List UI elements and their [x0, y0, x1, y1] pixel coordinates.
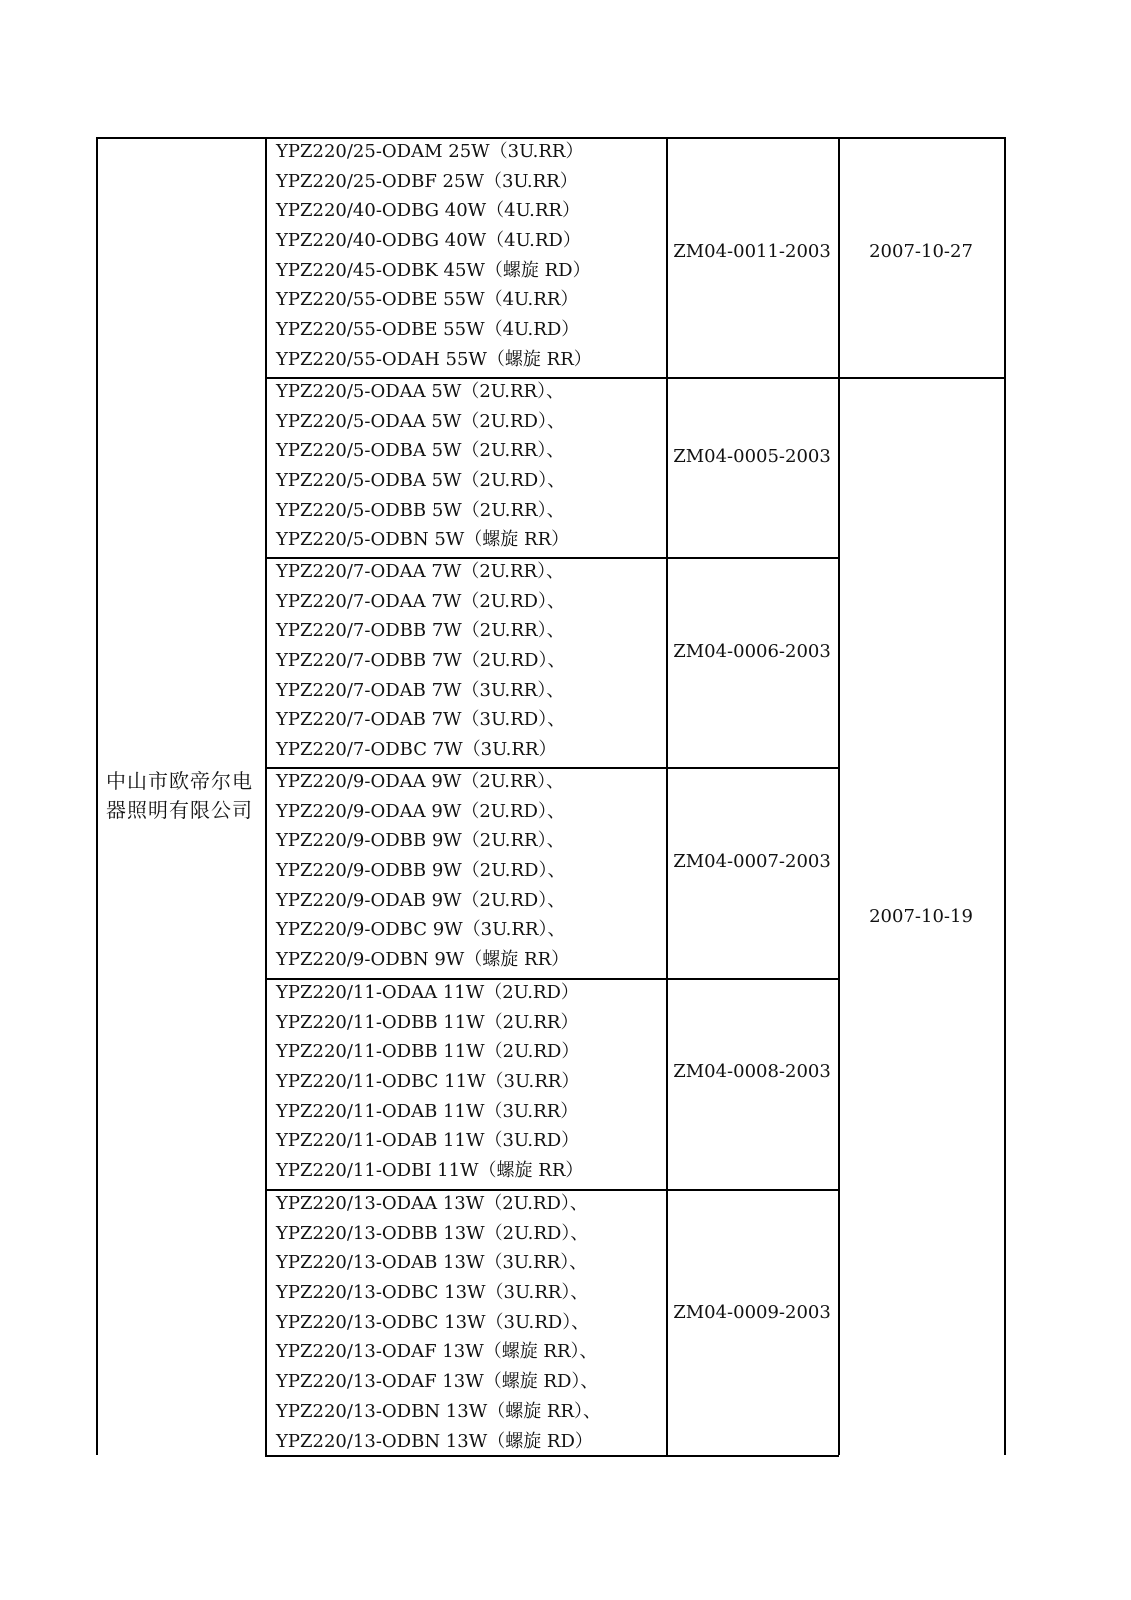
model-item: YPZ220/7-ODAA 7W（2U.RR）、: [276, 561, 565, 582]
model-list-group-1: [276, 137, 666, 375]
cert-number-group-2: ZM04-0005-2003: [673, 446, 831, 467]
model-item: YPZ220/11-ODBB 11W（2U.RD）: [276, 1041, 580, 1063]
model-item: YPZ220/5-ODBA 5W（2U.RR）、: [276, 440, 565, 462]
model-item: YPZ220/9-ODAA 9W（2U.RR）、: [276, 771, 565, 792]
issue-date-2: 2007-10-19: [869, 906, 973, 927]
table-divider-cert: [838, 137, 840, 1455]
model-item: YPZ220/5-ODBA 5W（2U.RD）、: [276, 470, 566, 492]
model-item: YPZ220/9-ODBB 9W（2U.RD）、: [276, 860, 566, 882]
model-list-group-6: [276, 1189, 666, 1456]
model-item: YPZ220/11-ODBI 11W（螺旋 RR）: [276, 1160, 584, 1182]
model-item: YPZ220/11-ODBB 11W（2U.RR）: [276, 1011, 579, 1033]
cert-number-group-3: ZM04-0006-2003: [673, 641, 831, 662]
model-item: YPZ220/9-ODAA 9W（2U.RD）、: [276, 800, 565, 822]
table-border-left: [96, 137, 98, 1455]
model-item: YPZ220/9-ODBC 9W（3U.RR）、: [276, 919, 566, 941]
model-list-group-4: [276, 767, 666, 975]
cert-number-group-5: ZM04-0008-2003: [673, 1061, 831, 1082]
model-list-group-2: [276, 377, 666, 555]
model-item: YPZ220/13-ODBC 13W（3U.RD）、: [276, 1311, 590, 1333]
model-item: YPZ220/55-ODBE 55W（4U.RR）: [276, 289, 579, 311]
model-list-group-3: [276, 557, 666, 765]
table-divider-models: [666, 137, 668, 1455]
model-item: YPZ220/13-ODAA 13W（2U.RD）、: [276, 1193, 588, 1214]
certificate-table: [96, 137, 1004, 1455]
table-border-right: [1004, 137, 1006, 1455]
model-item: YPZ220/13-ODBB 13W（2U.RD）、: [276, 1222, 589, 1244]
model-item: YPZ220/45-ODBK 45W（螺旋 RD）: [276, 259, 591, 281]
cert-number-group-1: ZM04-0011-2003: [673, 241, 831, 262]
model-item: YPZ220/7-ODBB 7W（2U.RR）、: [276, 620, 565, 642]
cert-number-group-4: ZM04-0007-2003: [673, 851, 831, 872]
company-name: [106, 767, 256, 825]
model-item: YPZ220/7-ODAA 7W（2U.RD）、: [276, 590, 565, 612]
model-item: YPZ220/40-ODBG 40W（4U.RD）: [276, 230, 581, 252]
model-item: YPZ220/13-ODAF 13W（螺旋 RD）、: [276, 1371, 599, 1393]
model-item: YPZ220/11-ODAA 11W（2U.RD）: [276, 982, 579, 1003]
company-name-line-1: 中山市欧帝尔电: [106, 769, 253, 793]
model-item: YPZ220/9-ODAB 9W（2U.RD）、: [276, 889, 566, 911]
model-item: YPZ220/7-ODAB 7W（3U.RD）、: [276, 709, 566, 731]
model-item: YPZ220/13-ODBN 13W（螺旋 RD）: [276, 1430, 593, 1452]
model-list-group-5: [276, 978, 666, 1186]
cert-number-group-6: ZM04-0009-2003: [673, 1302, 831, 1323]
model-item: YPZ220/9-ODBN 9W（螺旋 RR）: [276, 949, 570, 971]
model-item: YPZ220/5-ODAA 5W（2U.RR）、: [276, 381, 565, 402]
model-item: YPZ220/11-ODAB 11W（3U.RD）: [276, 1130, 580, 1152]
model-item: YPZ220/40-ODBG 40W（4U.RR）: [276, 200, 580, 222]
model-item: YPZ220/13-ODAF 13W（螺旋 RR）、: [276, 1341, 598, 1363]
model-item: YPZ220/7-ODBC 7W（3U.RR）: [276, 739, 557, 761]
model-item: YPZ220/13-ODAB 13W（3U.RR）、: [276, 1252, 588, 1274]
model-item: YPZ220/9-ODBB 9W（2U.RR）、: [276, 830, 565, 852]
model-item: YPZ220/11-ODAB 11W（3U.RR）: [276, 1100, 579, 1122]
model-item: YPZ220/7-ODBB 7W（2U.RD）、: [276, 650, 566, 672]
model-item: YPZ220/13-ODBC 13W（3U.RR）、: [276, 1282, 589, 1304]
model-item: YPZ220/25-ODBF 25W（3U.RR）: [276, 170, 578, 192]
table-divider-company: [265, 137, 267, 1455]
model-item: YPZ220/55-ODAH 55W（螺旋 RR）: [276, 348, 592, 370]
model-item: YPZ220/11-ODBC 11W（3U.RR）: [276, 1071, 580, 1093]
model-item: YPZ220/5-ODAA 5W（2U.RD）、: [276, 410, 565, 432]
model-item: YPZ220/13-ODBN 13W（螺旋 RR）、: [276, 1400, 602, 1422]
model-item: YPZ220/55-ODBE 55W（4U.RD）: [276, 319, 580, 341]
model-item: YPZ220/7-ODAB 7W（3U.RR）、: [276, 679, 565, 701]
model-item: YPZ220/5-ODBB 5W（2U.RR）、: [276, 499, 565, 521]
model-item: YPZ220/25-ODAM 25W（3U.RR）: [276, 141, 584, 162]
model-item: YPZ220/5-ODBN 5W（螺旋 RR）: [276, 529, 570, 551]
issue-date-1: 2007-10-27: [869, 241, 973, 262]
company-name-line-2: 器照明有限公司: [106, 798, 253, 822]
